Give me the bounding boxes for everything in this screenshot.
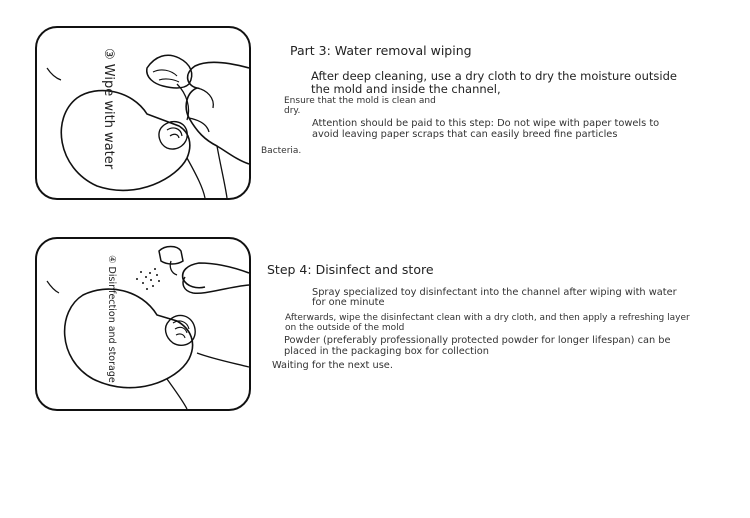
step4-panel-label: ④ Disinfection and storage (106, 255, 117, 383)
step4-heading: Step 4: Disinfect and store (267, 262, 434, 277)
step4-line2b: on the outside of the mold (285, 323, 405, 333)
step3-line3a: Attention should be paid to this step: Do not wipe with paper towels to (312, 118, 660, 129)
spray-bottle-mold-icon (37, 239, 249, 409)
step3-line1a: After deep cleaning, use a dry cloth to dry the moisture outside (311, 69, 677, 83)
step3-line2a: Ensure that the mold is clean and (284, 96, 436, 106)
step3-line2b: dry. (284, 106, 301, 116)
step4-line2a: Afterwards, wipe the disinfectant clean with a dry cloth, and then apply a refreshing layer (285, 313, 690, 323)
step3-heading: Part 3: Water removal wiping (290, 43, 472, 58)
hand-wiping-mold-icon (37, 28, 249, 198)
step3-illustration-panel (35, 26, 251, 200)
step3-line1b: the mold and inside the channel, (311, 82, 501, 96)
step3-panel-label: ③ Wipe with water (101, 48, 116, 170)
step4-line4: Waiting for the next use. (272, 360, 393, 371)
step4-illustration-panel (35, 237, 251, 411)
step4-line1b: for one minute (312, 297, 385, 308)
step3-line4: Bacteria. (261, 146, 302, 156)
step4-line1a: Spray specialized toy disinfectant into the channel after wiping with water (312, 287, 677, 298)
step4-line3a: Powder (preferably professionally protected powder for longer lifespan) can be (284, 335, 671, 346)
step3-line3b: avoid leaving paper scraps that can easily breed fine particles (312, 129, 618, 140)
step4-line3b: placed in the packaging box for collection (284, 346, 489, 357)
